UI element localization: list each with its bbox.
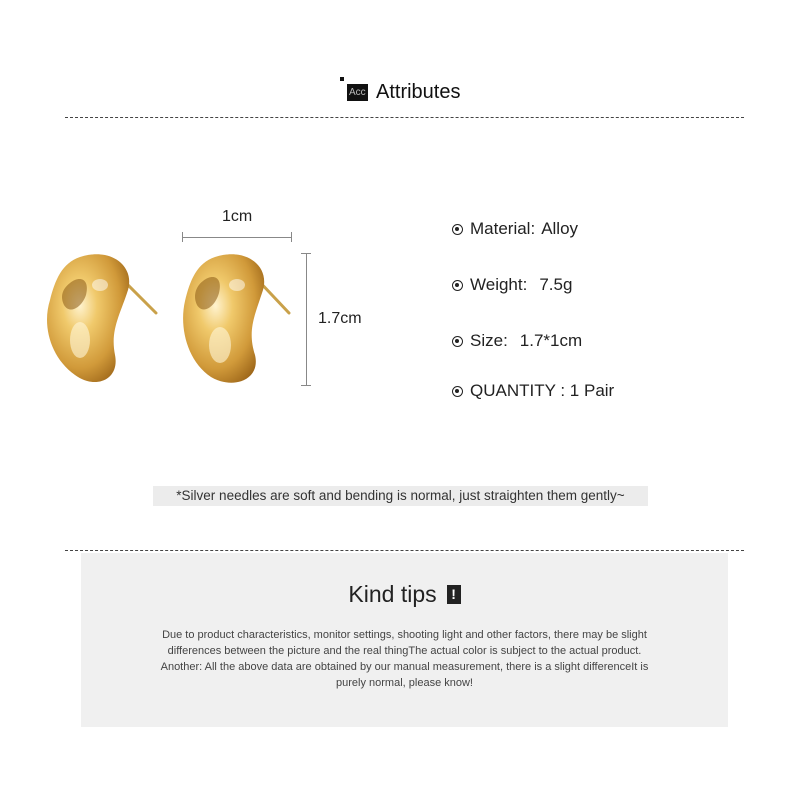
tips-line: Due to product characteristics, monitor settings, shooting light and other factors, there may be slight bbox=[162, 629, 647, 641]
width-dimension-cap-left bbox=[182, 232, 183, 242]
attribute-material bbox=[452, 216, 578, 242]
attribute-label: QUANTITY : 1 Pair bbox=[470, 381, 615, 400]
attribute-label: Material: bbox=[470, 219, 536, 238]
bullet-icon bbox=[452, 280, 463, 291]
kind-tips-title: Kind tips bbox=[348, 581, 437, 607]
width-dimension-label: 1cm bbox=[222, 208, 253, 225]
bullet-icon bbox=[452, 336, 463, 347]
attribute-weight bbox=[452, 272, 572, 298]
bottom-divider bbox=[65, 550, 744, 551]
kind-tips-header bbox=[81, 581, 728, 608]
attribute-label: Size: bbox=[470, 331, 508, 350]
height-dimension-label: 1.7cm bbox=[318, 310, 362, 327]
tips-line: purely normal, please know! bbox=[336, 677, 473, 689]
tips-line: Another: All the above data are obtained by our manual measurement, there is a slight differenceIt is bbox=[160, 661, 649, 673]
header-badge: Acc bbox=[347, 84, 368, 101]
earring-image-left bbox=[40, 245, 170, 395]
attribute-value: Alloy bbox=[541, 219, 579, 238]
height-dimension-line bbox=[306, 253, 307, 385]
tips-line: differences between the picture and the real thingThe actual color is subject to the actual product. bbox=[167, 645, 642, 657]
width-dimension-cap-right bbox=[291, 232, 292, 242]
section-title: Attributes bbox=[376, 81, 461, 103]
section-header bbox=[0, 76, 800, 108]
header-mark bbox=[340, 77, 344, 81]
bullet-icon bbox=[452, 224, 463, 235]
attribute-quantity bbox=[452, 378, 614, 404]
attribute-size bbox=[452, 328, 582, 354]
width-dimension-line bbox=[182, 237, 291, 238]
alert-icon: ! bbox=[447, 585, 461, 604]
care-note: *Silver needles are soft and bending is normal, just straighten them gently~ bbox=[153, 486, 648, 506]
height-dimension-cap-top bbox=[301, 253, 311, 254]
earring-image-right bbox=[175, 245, 305, 395]
attribute-label: Weight: bbox=[470, 275, 528, 294]
attribute-value: 7.5g bbox=[539, 275, 573, 294]
top-divider bbox=[65, 117, 744, 118]
height-dimension-cap-bottom bbox=[301, 385, 311, 386]
attribute-value: 1.7*1cm bbox=[519, 331, 583, 350]
bullet-icon bbox=[452, 386, 463, 397]
kind-tips-panel bbox=[81, 553, 728, 727]
kind-tips-body bbox=[111, 627, 698, 691]
